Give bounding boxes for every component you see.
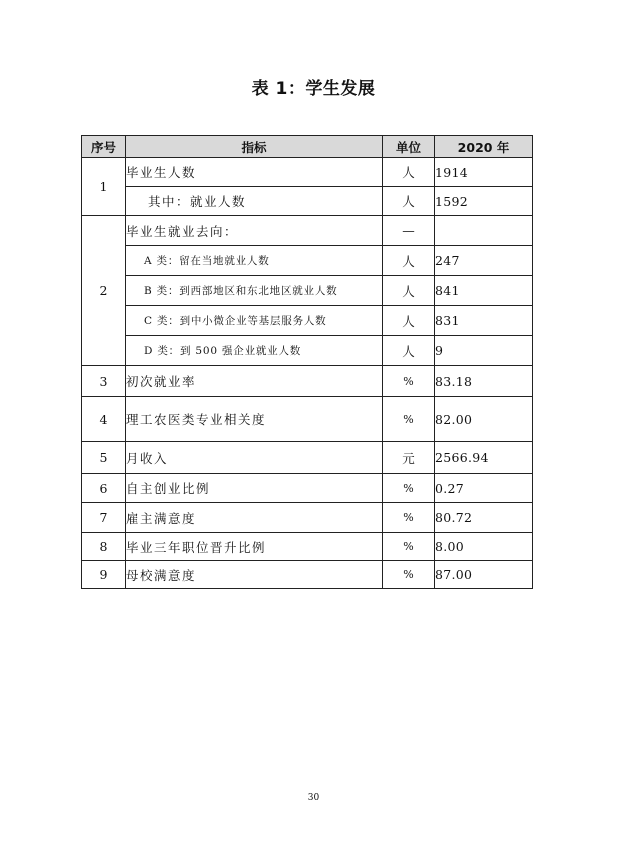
row-unit: — xyxy=(383,216,435,246)
row-seq: 6 xyxy=(82,474,126,503)
row-unit: % xyxy=(383,366,435,397)
row-indicator: C 类：到中小微企业等基层服务人数 xyxy=(126,306,383,336)
table-row xyxy=(82,366,533,397)
table-row xyxy=(82,503,533,533)
row-indicator: 雇主满意度 xyxy=(126,503,383,533)
table-row xyxy=(82,158,533,187)
header-unit: 单位 xyxy=(383,136,435,158)
row-indicator: 毕业生就业去向： xyxy=(126,216,383,246)
row-indicator: 自主创业比例 xyxy=(126,474,383,503)
row-indicator: 理工农医类专业相关度 xyxy=(126,397,383,442)
table-row xyxy=(82,442,533,474)
row-seq: 2 xyxy=(82,216,126,366)
student-development-table xyxy=(81,135,533,589)
table-row xyxy=(82,306,533,336)
row-unit: 元 xyxy=(383,442,435,474)
row-unit: 人 xyxy=(383,306,435,336)
row-seq: 7 xyxy=(82,503,126,533)
row-seq: 8 xyxy=(82,533,126,561)
table-row xyxy=(82,187,533,216)
row-value: 831 xyxy=(435,306,533,336)
row-indicator: 月收入 xyxy=(126,442,383,474)
row-value: 0.27 xyxy=(435,474,533,503)
row-value: 8.00 xyxy=(435,533,533,561)
header-indicator: 指标 xyxy=(126,136,383,158)
page-title: 表 1：学生发展 xyxy=(251,79,376,99)
row-seq: 9 xyxy=(82,561,126,589)
row-seq: 4 xyxy=(82,397,126,442)
row-indicator: 毕业三年职位晋升比例 xyxy=(126,533,383,561)
row-indicator: B 类：到西部地区和东北地区就业人数 xyxy=(126,276,383,306)
row-unit: 人 xyxy=(383,276,435,306)
row-unit: 人 xyxy=(383,187,435,216)
row-indicator: 母校满意度 xyxy=(126,561,383,589)
page-number: 30 xyxy=(307,793,320,803)
table-row xyxy=(82,246,533,276)
row-value: 80.72 xyxy=(435,503,533,533)
row-value: 82.00 xyxy=(435,397,533,442)
table-row xyxy=(82,561,533,589)
row-value: 83.18 xyxy=(435,366,533,397)
header-year: 2020 年 xyxy=(435,136,533,158)
row-unit: % xyxy=(383,397,435,442)
row-value: 247 xyxy=(435,246,533,276)
table-row xyxy=(82,533,533,561)
row-value: 841 xyxy=(435,276,533,306)
row-unit: % xyxy=(383,474,435,503)
table-row xyxy=(82,276,533,306)
row-unit: 人 xyxy=(383,336,435,366)
table-row xyxy=(82,216,533,246)
row-indicator: A 类：留在当地就业人数 xyxy=(126,246,383,276)
row-seq: 3 xyxy=(82,366,126,397)
row-value: 9 xyxy=(435,336,533,366)
header-seq: 序号 xyxy=(82,136,126,158)
row-value xyxy=(435,216,533,246)
row-unit: % xyxy=(383,503,435,533)
row-unit: % xyxy=(383,533,435,561)
row-value: 2566.94 xyxy=(435,442,533,474)
row-indicator: 其中：就业人数 xyxy=(126,187,383,216)
row-value: 1592 xyxy=(435,187,533,216)
row-seq: 5 xyxy=(82,442,126,474)
table-row xyxy=(82,336,533,366)
table-row xyxy=(82,397,533,442)
header-row xyxy=(82,136,533,158)
table-row xyxy=(82,474,533,503)
row-unit: % xyxy=(383,561,435,589)
row-indicator: 毕业生人数 xyxy=(126,158,383,187)
row-value: 1914 xyxy=(435,158,533,187)
row-value: 87.00 xyxy=(435,561,533,589)
row-indicator: D 类：到 500 强企业就业人数 xyxy=(126,336,383,366)
row-indicator: 初次就业率 xyxy=(126,366,383,397)
row-unit: 人 xyxy=(383,246,435,276)
row-unit: 人 xyxy=(383,158,435,187)
row-seq: 1 xyxy=(82,158,126,216)
